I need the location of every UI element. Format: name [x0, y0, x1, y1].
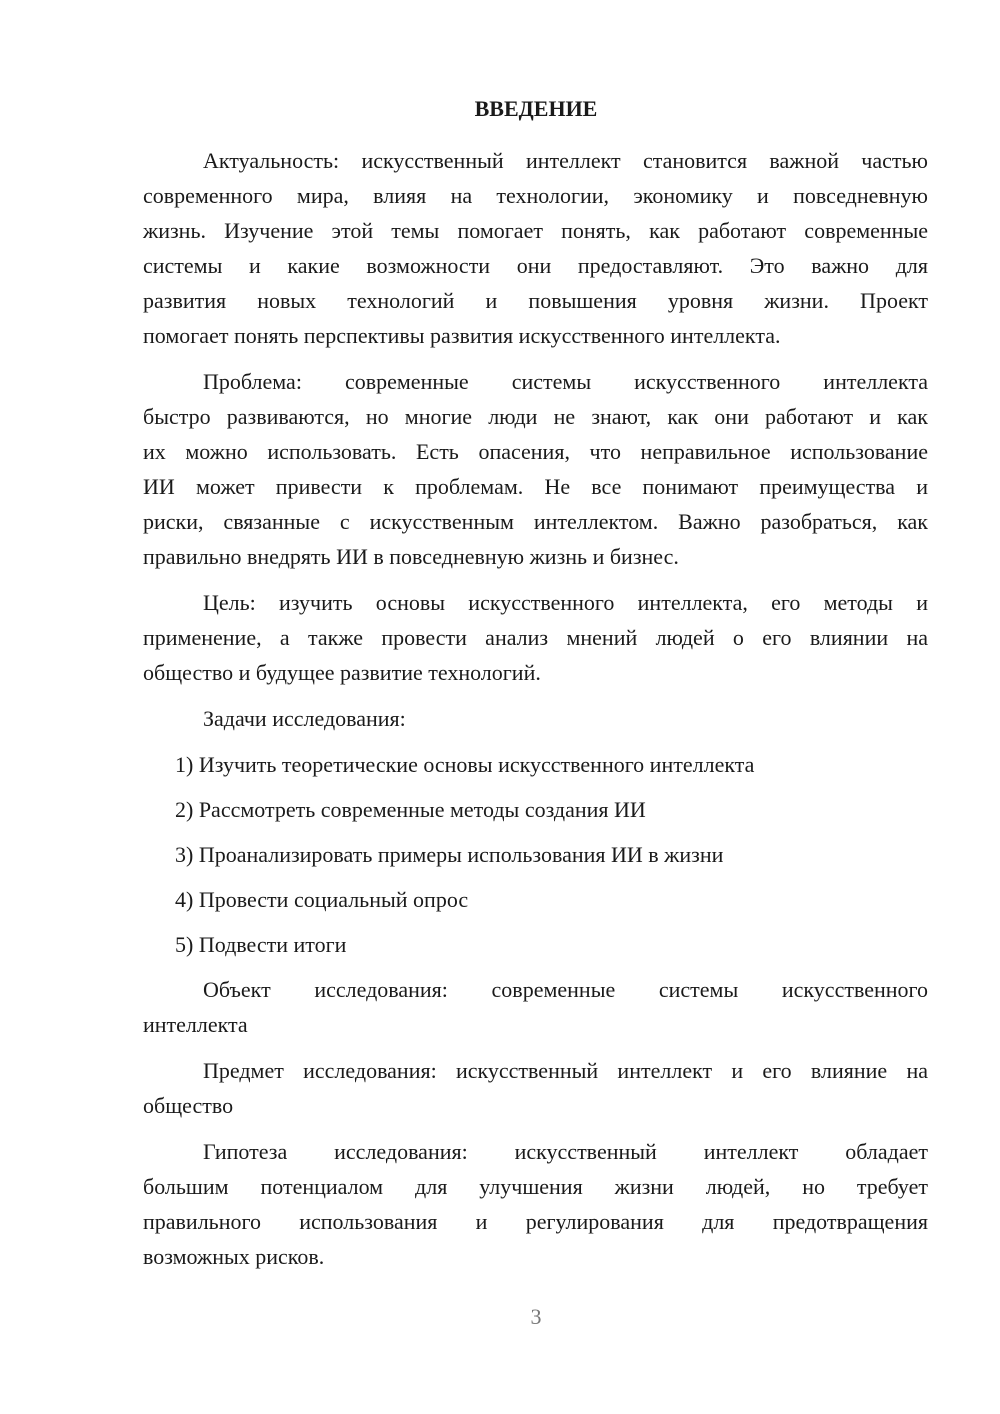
text-line: применение, а также провести анализ мнений людей о его влиянии на: [143, 625, 928, 650]
document-body: [143, 143, 928, 1285]
text-line: жизнь. Изучение этой темы помогает понять, как работают современные: [143, 218, 928, 243]
research-paragraphs: [143, 972, 928, 1274]
page-number: 3: [530, 1304, 542, 1329]
paragraph: [143, 143, 928, 353]
text-line: быстро развиваются, но многие люди не знают, как они работают и как: [143, 404, 928, 429]
text-line: современного мира, влияя на технологии, экономику и повседневную: [143, 183, 928, 208]
task-item: 5) Подвести итоги: [175, 932, 347, 957]
text-line: развития новых технологий и повышения уровня жизни. Проект: [143, 288, 928, 313]
text-line: Цель: изучить основы искусственного интеллекта, его методы и: [203, 590, 928, 615]
text-line: правильного использования и регулирования для предотвращения: [143, 1209, 928, 1234]
text-line: Предмет исследования: искусственный интеллект и его влияние на: [203, 1058, 928, 1083]
text-line: системы и какие возможности они предоставляют. Это важно для: [143, 253, 928, 278]
text-line: Объект исследования: современные системы искусственного: [203, 977, 928, 1002]
task-item: 3) Проанализировать примеры использования ИИ в жизни: [175, 842, 724, 867]
text-line: большим потенциалом для улучшения жизни людей, но требует: [143, 1174, 928, 1199]
tasks-heading: Задачи исследования:: [203, 706, 406, 731]
text-line: помогает понять перспективы развития искусственного интеллекта.: [143, 323, 781, 348]
text-line: общество: [143, 1093, 234, 1118]
paragraph: [143, 585, 928, 690]
text-line: ИИ может привести к проблемам. Не все понимают преимущества и: [143, 474, 928, 499]
text-line: Актуальность: искусственный интеллект становится важной частью: [203, 148, 928, 173]
text-line: правильно внедрять ИИ в повседневную жизнь и бизнес.: [143, 544, 679, 569]
text-line: риски, связанные с искусственным интеллектом. Важно разобраться, как: [143, 509, 928, 534]
text-line: интеллекта: [143, 1012, 248, 1037]
text-line: Проблема: современные системы искусственного интеллекта: [203, 369, 928, 394]
intro-paragraphs: [143, 143, 928, 690]
text-line: Гипотеза исследования: искусственный интеллект обладает: [203, 1139, 928, 1164]
text-line: возможных рисков.: [143, 1244, 325, 1269]
text-line: общество и будущее развитие технологий.: [143, 660, 541, 685]
paragraph: [143, 1134, 928, 1274]
page-title: ВВЕДЕНИЕ: [474, 96, 598, 121]
task-item: 1) Изучить теоретические основы искусственного интеллекта: [175, 752, 755, 777]
paragraph: [143, 972, 928, 1042]
task-item: 4) Провести социальный опрос: [175, 887, 469, 912]
text-line: их можно использовать. Есть опасения, что неправильное использование: [143, 439, 928, 464]
tasks-list: [143, 747, 928, 972]
paragraph: [143, 1053, 928, 1123]
task-item: 2) Рассмотреть современные методы создания ИИ: [175, 797, 646, 822]
paragraph: [143, 364, 928, 574]
